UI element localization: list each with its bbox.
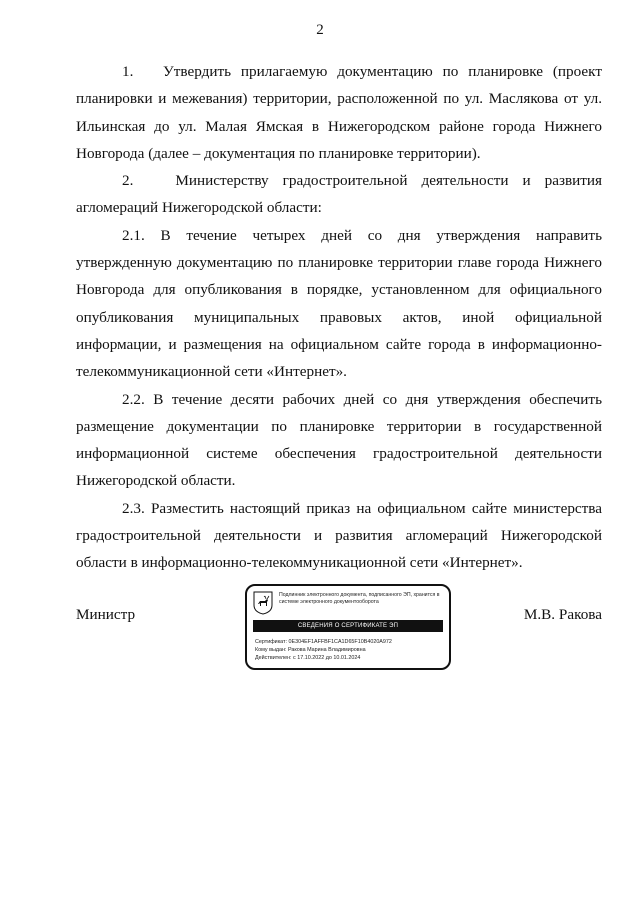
paragraph-1: 1. Утвердить прилагаемую документацию по планировке (проект планировки и межевания) территории, расположенной по ул. Маслякова от ул. Ильинская до ул. Малая Ямская в Нижегородском районе города Нижнего Новгорода (далее – документация по планировке территории). [76,63,602,162]
page-number: 2 [316,22,324,38]
signature-block [76,584,602,674]
certificate-owner: Кому выдан: Ракова Марина Владимировна [255,647,366,653]
stamp-header-area [253,591,443,617]
certificate-header: СВЕДЕНИЯ О СЕРТИФИКАТЕ ЭП [253,620,443,632]
certificate-details [255,638,443,662]
paragraph-2: 2. Министерству градостроительной деятельности и развития агломераций Нижегородской области: [76,172,602,217]
certificate-validity: Действителен: с 17.10.2022 до 10.01.2024 [255,655,361,661]
signatory-name: М.В. Ракова [523,606,602,623]
document-body [76,58,602,577]
signatory-title: Министр [76,606,136,623]
electronic-signature-stamp [245,584,451,670]
nizhny-novgorod-deer-emblem-icon [253,591,273,615]
paragraph-2-1: 2.1. В течение четырех дней со дня утверждения направить утвержденную документацию по планировке территории главе города Нижнего Новгорода для опубликования в порядке, установленном для официального опубликования муниципальных правовых актов, иной официальной информации, и размещения на официальном сайте города в информационно-телекоммуникационной сети «Интернет». [76,226,602,381]
certificate-number: Сертификат: 0E304EF1AFFBF1CA1D65F10B4020A972 [255,639,392,645]
paragraph-2-2: 2.2. В течение десяти рабочих дней со дня утверждения обеспечить размещение документации по планировке территории в государственной информационной системе обеспечения градостроительной деятельности Нижегородской области. [76,390,602,490]
paragraph-2-3: 2.3. Разместить настоящий приказ на официальном сайте министерства градостроительной деятельности и развития агломераций Нижегородской области в информационно-телекоммуникационной сети «Интернет». [76,499,602,572]
stamp-notice: Подлинник электронного документа, подписанного ЭП, хранится в системе электронного документооборота [279,592,440,605]
